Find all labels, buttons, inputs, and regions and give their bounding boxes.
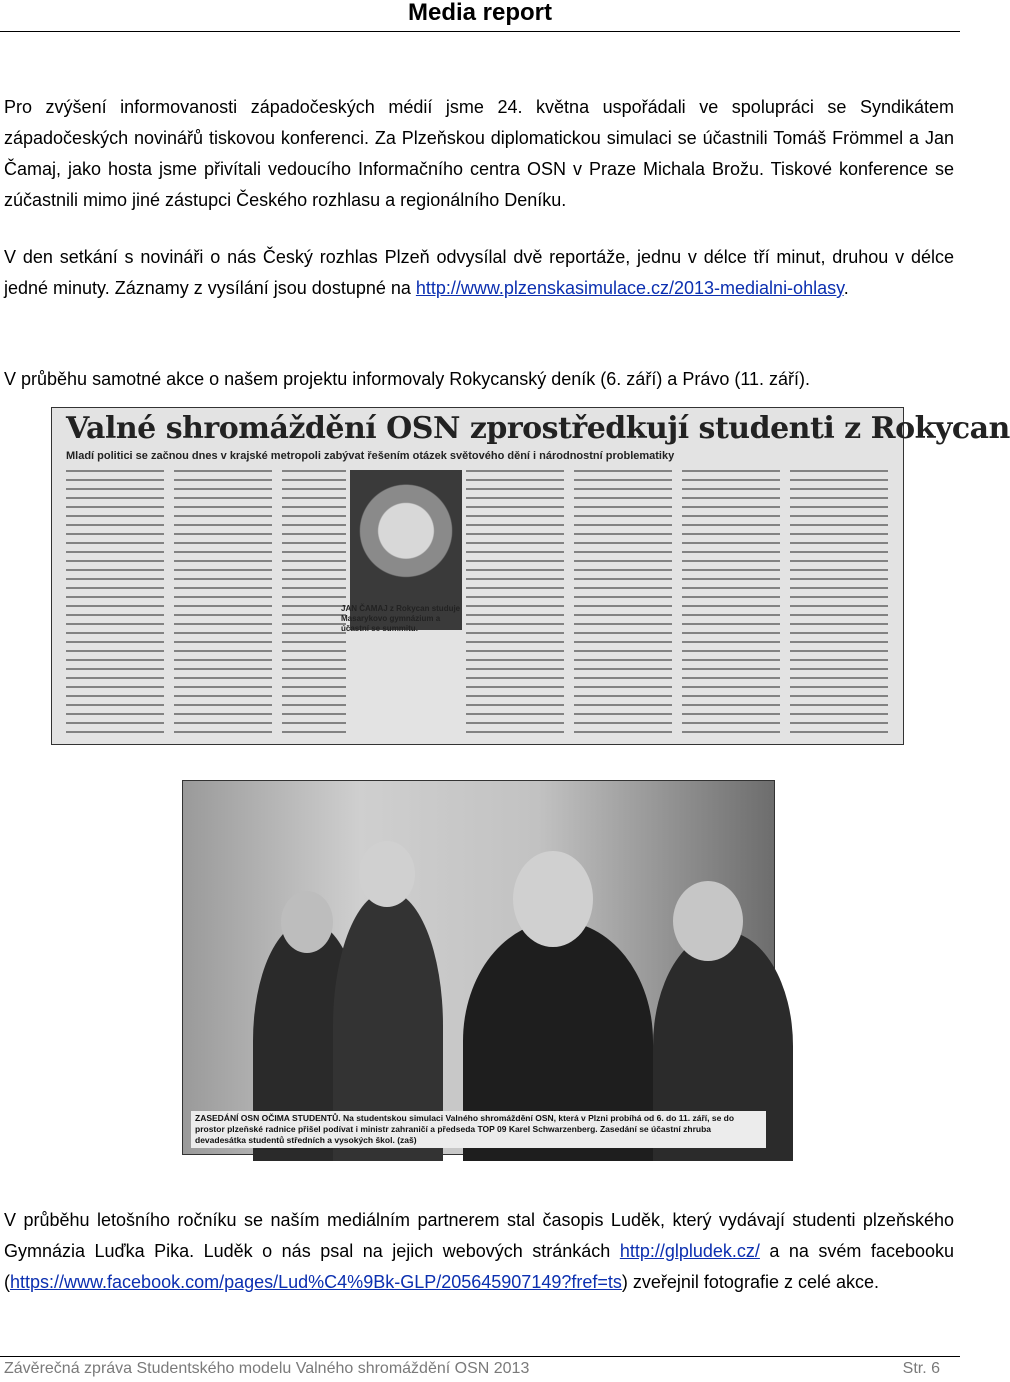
radio-paragraph-end: . — [843, 278, 849, 298]
clipping-column — [790, 470, 888, 738]
title-divider — [0, 31, 960, 32]
clipping-column — [66, 470, 164, 738]
clipping-subhead: Mladí politici se začnou dnes v krajské metropoli zabývat řešením otázek světového dění i národnostní problematiky — [66, 450, 675, 462]
plzenskasimulace-link[interactable]: http://www.plzenskasimulace.cz/2013-medialni-ohlasy — [415, 278, 844, 298]
footer-title: Závěrečná zpráva Studentského modelu Valného shromáždění OSN 2013 — [4, 1360, 530, 1377]
partner-text-b: a na svém facebooku ( — [4, 1241, 954, 1292]
photo-figure — [513, 851, 593, 947]
partner-text-a: V průběhu letošního ročníku se naším mediálním partnerem stal časopis Luděk, který vydávají studenti plzeňského Gymnázia Luďka Pika. Luděk o nás psal na jejich webových stránkách — [4, 1210, 954, 1261]
photo-figure — [673, 881, 743, 961]
event-photograph — [182, 780, 775, 1155]
photo-caption — [191, 1111, 766, 1148]
intro-paragraph: Pro zvýšení informovanosti západočeských médií jsme 24. května uspořádali ve spolupráci se Syndikátem západočeských novinářů tiskovou konferenci. Za Plzeňskou diplomatickou simulaci se účastnili Tomáš Frömmel a Jan Čamaj, jako hosta jsme přivítali vedoucího Informačního centra OSN v Praze Michala Brožu. Tiskové konference se zúčastnili mimo jiné zástupci Českého rozhlasu a regionálního Deníku. — [4, 97, 954, 210]
radio-paragraph — [4, 242, 954, 304]
clipping-column — [682, 470, 780, 738]
photo-caption-text: ZASEDÁNÍ OSN OČIMA STUDENTŮ. Na studentskou simulaci Valného shromáždění OSN, která v Plzni probíhá od 6. do 11. září, se do prostor plzeňské radnice přišel podívat i ministr zahraničí a předseda TOP 09 Karel Schwarzenberg. Zasedání se účastní zhruba devadesátka studentů středních a vysokých škol. — [195, 1113, 735, 1145]
page-number: Str. 6 — [902, 1360, 940, 1377]
press-paragraph: V průběhu samotné akce o našem projektu informovaly Rokycanský deník (6. září) a Právo (11. září). — [4, 369, 811, 389]
clipping-photo-caption: JAN ČAMAJ z Rokycan studuje Masarykovo gymnázium a účastní se summitu. — [341, 604, 461, 633]
clipping-column — [282, 470, 346, 738]
photo-figure — [359, 841, 415, 907]
clipping-column — [466, 470, 564, 738]
clipping-headline: Valné shromáždění OSN zprostředkují studenti z Rokycan — [66, 411, 1010, 446]
photo-figure — [281, 891, 333, 953]
clipping-column — [174, 470, 272, 738]
partner-paragraph — [4, 1205, 954, 1298]
partner-text-c: ) zveřejnil fotografie z celé akce. — [621, 1272, 880, 1292]
facebook-link[interactable]: https://www.facebook.com/pages/Lud%C4%9Bk-GLP/205645907149?fref=ts — [10, 1272, 622, 1292]
newspaper-clipping — [51, 407, 1010, 745]
page-title: Media report — [407, 0, 553, 26]
radio-paragraph-text: V den setkání s novináři o nás Český rozhlas Plzeň odvysílal dvě reportáže, jednu v délce tří minut, druhou v délce jedné minuty. Záznamy z vysílání jsou dostupné na — [4, 247, 954, 298]
footer-divider — [0, 1356, 960, 1357]
photo-credit: (zaš) — [397, 1135, 417, 1145]
glpludek-link[interactable]: http://glpludek.cz/ — [619, 1241, 760, 1261]
clipping-column — [574, 470, 672, 738]
clipping-columns — [66, 470, 896, 740]
